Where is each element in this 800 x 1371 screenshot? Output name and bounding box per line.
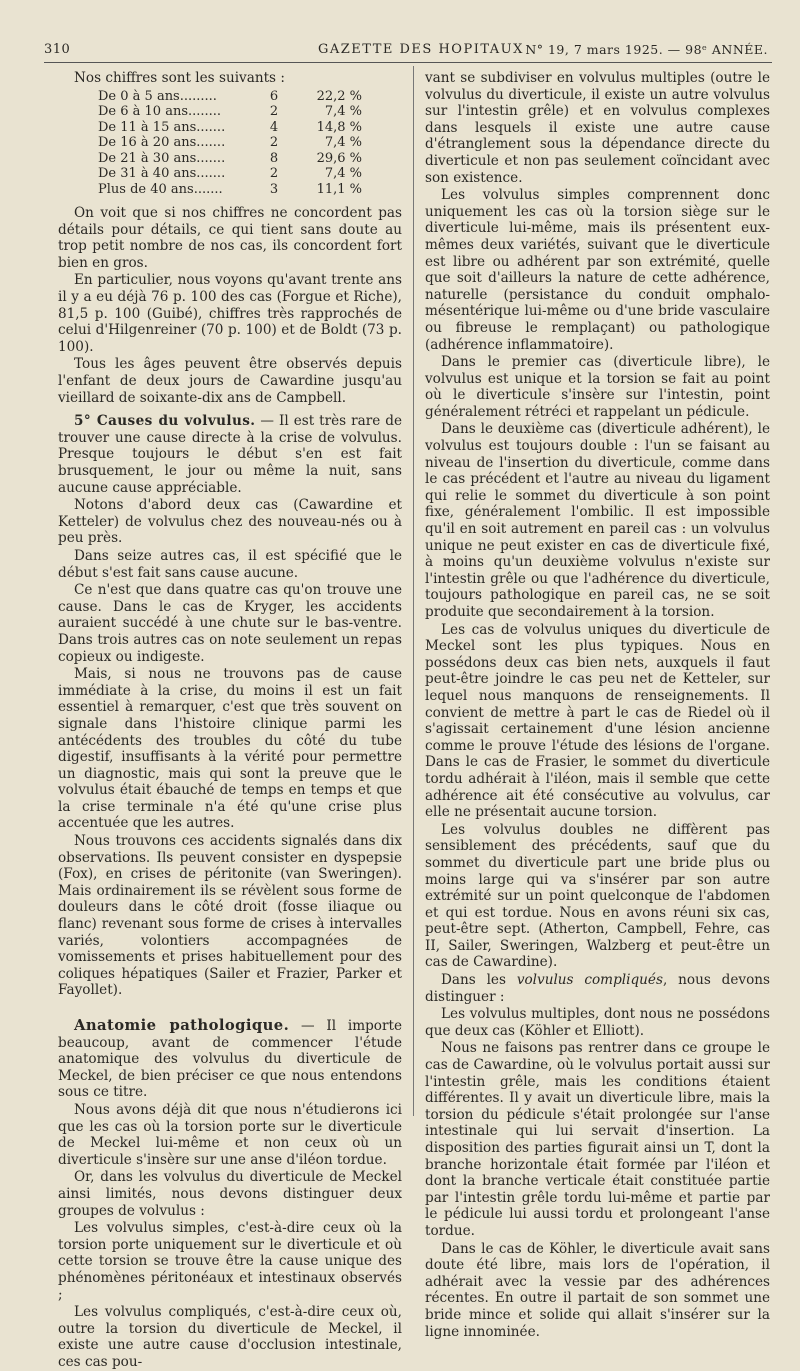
stats-percent: 22,2 % — [316, 88, 362, 104]
stats-percent: 7,4 % — [324, 166, 362, 182]
paragraph: Dans le premier cas (diverticule libre), le volvulus est unique et la torsion se fait au point où le diverticule s'insère sur l'intestin, point généralement rétréci et rappelant un pédicule. — [425, 354, 770, 420]
stats-range: De 11 à 15 ans....... — [98, 119, 226, 135]
paragraph: Les volvulus simples comprennent donc uniquement les cas où la torsion siège sur le diverticule lui-même, mais ils présentent eux-mêmes deux variétés, suivant que le diverticule est libre ou adhérent par son extrémité, quelle que soit d'ailleurs la nature de cette adhérence, naturelle (persistance du conduit omphalo-mésentérique lui-même ou d'une bride vasculaire ou fibreuse le remplaçant) ou pathologique (adhérence inflammatoire). — [425, 187, 770, 353]
stats-count: 8 — [269, 150, 279, 166]
paragraph: Dans les volvulus compliqués, nous devons distinguer : — [425, 972, 770, 1005]
paragraph: Ce n'est que dans quatre cas qu'on trouve une cause. Dans le cas de Kryger, les accidents auraient succédé à une chute sur le bas-ventre. Dans trois autres cas on note seulement un repas copieux ou indigeste. — [58, 582, 402, 665]
paragraph: Les cas de volvulus uniques du diverticule de Meckel sont les plus typiques. Nous en possédons deux cas bien nets, auxquels il faut peut-être joindre le cas peu net de Ketteler, sur lequel nous manquons de renseignements. Il convient de mettre à part le cas de Riedel où il s'agissait certainement d'une lésion ancienne comme le prouve l'étude des lésions de l'organe. Dans le cas de Frasier, le sommet du diverticule tordu adhérait à l'iléon, mais il semble que cette adhérence ait été consécutive au volvulus, car elle ne présentait aucune torsion. — [425, 621, 770, 821]
stats-count: 2 — [269, 135, 279, 151]
stats-count: 4 — [269, 119, 279, 135]
page-number: 310 — [44, 42, 71, 57]
stats-range: De 31 à 40 ans....... — [98, 166, 226, 182]
stats-range: De 21 à 30 ans....... — [98, 150, 226, 166]
stats-percent: 14,8 % — [316, 119, 362, 135]
stats-count: 3 — [269, 181, 279, 197]
section-heading-causes: 5° Causes du volvulus. — [74, 413, 256, 430]
stats-count: 2 — [269, 166, 279, 182]
paragraph: On voit que si nos chiffres ne concordent pas détails pour détails, ce qui tient sans doute au trop petit nombre de nos cas, ils concordent fort bien en gros. — [58, 205, 402, 271]
journal-title: GAZETTE DES HOPITAUX — [318, 42, 524, 57]
stats-row — [98, 151, 362, 167]
issue-info: N° 19, 7 mars 1925. — 98ᵉ ANNÉE. — [525, 42, 768, 57]
stats-row — [98, 182, 362, 198]
stats-row — [98, 166, 362, 182]
page-header — [18, 34, 788, 60]
stats-percent: 11,1 % — [316, 181, 362, 197]
stats-percent: 29,6 % — [316, 150, 362, 166]
stats-percent: 7,4 % — [324, 104, 362, 120]
paragraph: Notons d'abord deux cas (Cawardine et Ketteler) de volvulus chez des nouveau-nés ou à peu près. — [58, 497, 402, 547]
paragraph: Les volvulus multiples, dont nous ne possédons que deux cas (Köhler et Elliott). — [425, 1006, 770, 1039]
right-column — [425, 70, 770, 1341]
paragraph: Les volvulus compliqués, c'est-à-dire ceux où, outre la torsion du diverticule de Meckel, il existe une autre cause d'occlusion intestinale, ces cas pou- — [58, 1304, 402, 1370]
section-anatomy: Anatomie pathologique. — Il importe beaucoup, avant de commencer l'étude anatomique des volvulus du diverticule de Meckel, de bien préciser ce que nous entendons sous ce titre. — [58, 1017, 402, 1101]
section-heading-anatomy: Anatomie pathologique. — [74, 1017, 290, 1034]
paragraph: Mais, si nous ne trouvons pas de cause immédiate à la crise, du moins il est un fait essentiel à remarquer, c'est que très souvent on signale dans l'histoire clinique parmi les antécédents des troubles du côté du tube digestif, insuffisants à la vérité pour permettre un diagnostic, mais qui sont la preuve que le volvulus était ébauché de temps en temps et que la crise terminale n'a été qu'une crise plus accentuée que les autres. — [58, 666, 402, 832]
paragraph: Or, dans les volvulus du diverticule de Meckel ainsi limités, nous devons distinguer deux groupes de volvulus : — [58, 1169, 402, 1219]
italic-term: volvulus compliqués — [516, 972, 663, 989]
stats-range: De 6 à 10 ans........ — [98, 104, 222, 120]
paragraph: Les volvulus simples, c'est-à-dire ceux où la torsion porte uniquement sur le diverticule et où cette torsion se trouve être la cause unique des phénomènes péritonéaux et intestinaux observés ; — [58, 1220, 402, 1303]
stats-intro: Nos chiffres sont les suivants : — [74, 70, 285, 86]
paragraph: vant se subdiviser en volvulus multiples (outre le volvulus du diverticule, il existe un autre volvulus sur l'intestin grêle) et en volvulus complexes dans lesquels il existe une autre cause d'étranglement sous la dépendance directe du diverticule et non pas seulement coïncidant avec son existence. — [425, 70, 770, 186]
paragraph: En particulier, nous voyons qu'avant trente ans il y a eu déjà 76 p. 100 des cas (Forgue et Riche), 81,5 p. 100 (Guibé), chiffres très rapprochés de celui d'Hilgenreiner (70 p. 100) et de Boldt (73 p. 100). — [58, 272, 402, 355]
paragraph: Les volvulus doubles ne diffèrent pas sensiblement des précédents, sauf que du sommet du diverticule part une bride plus ou moins large qui va s'insérer par son autre extrémité sur un point quelconque de l'abdomen et qui est tordue. Nous en avons réuni six cas, peut-être sept. (Atherton, Campbell, Fehre, cas II, Sailer, Sweringen, Walzberg et peut-être un cas de Cawardine). — [425, 821, 770, 971]
stats-row — [98, 120, 362, 136]
stats-count: 6 — [269, 88, 279, 104]
section-causes: 5° Causes du volvulus. — Il est très rare de trouver une cause directe à la crise de volvulus. Presque toujours le début s'en est fait brusquement, le jour ou même la nuit, sans aucune cause appréciable. — [58, 413, 402, 496]
paragraph: Nous avons déjà dit que nous n'étudierons ici que les cas où la torsion porte sur le diverticule de Meckel lui-même et non ceux où un diverticule s'insère sur une anse d'iléon tordue. — [58, 1101, 402, 1168]
paragraph: Dans le deuxième cas (diverticule adhérent), le volvulus est toujours double : l'un se faisant au niveau de l'insertion du diverticule, comme dans le cas précédent et l'autre au niveau du ligament qui relie le sommet du diverticule à son point fixe, généralement l'ombilic. Il est impossible qu'il en soit autrement en pareil cas : un volvulus unique ne peut exister en cas de diverticule fixé, à moins qu'un deuxième volvulus n'existe sur l'intestin grêle ou que l'adhérence du diverticule, toujours pathologique en pareil cas, ne se soit produite que secondairement à la torsion. — [425, 421, 770, 620]
paragraph: Dans seize autres cas, il est spécifié que le début s'est fait sans cause aucune. — [58, 547, 402, 581]
header-rule — [44, 62, 772, 63]
stats-row — [98, 135, 362, 151]
column-divider — [413, 66, 414, 1116]
stats-range: De 16 à 20 ans....... — [98, 135, 226, 151]
paragraph: Nous trouvons ces accidents signalés dans dix observations. Ils peuvent consister en dyspepsie (Fox), en crises de péritonite (van Sweringen). Mais ordinairement ils se révèlent sous forme de douleurs dans le côté droit (fosse iliaque ou flanc) revenant sous forme de crises à intervalles variés, volontiers accompagnées de vomissements et prises habituellement pour des coliques hépatiques (Sailer et Frazier, Parker et Fayollet). — [58, 833, 402, 999]
age-stats-table — [98, 89, 362, 198]
paragraph: Tous les âges peuvent être observés depuis l'enfant de deux jours de Cawardine jusqu'au vieillard de soixante-dix ans de Campbell. — [58, 356, 402, 406]
stats-percent: 7,4 % — [324, 135, 362, 151]
paragraph: Dans le cas de Köhler, le diverticule avait sans doute été libre, mais lors de l'opération, il adhérait avec la vessie par des adhérences récentes. En outre il partait de son sommet une bride mince et solide qui allait s'insérer sur la ligne innominée. — [425, 1240, 770, 1340]
stats-range: De 0 à 5 ans......... — [98, 88, 217, 104]
stats-range: Plus de 40 ans....... — [98, 181, 223, 197]
stats-row — [98, 89, 362, 105]
paragraph: Nous ne faisons pas rentrer dans ce groupe le cas de Cawardine, où le volvulus portait aussi sur l'intestin grêle, mais les conditions étaient différentes. Il y avait un diverticule libre, mais la torsion du pédicule s'était prolongée sur l'anse intestinale qui lui servait d'insertion. La disposition des parties figurait ainsi un T, dont la branche horizontale était formée par l'iléon et dont la branche verticale était constituée partie par l'intestin grêle tordu lui-même et partie par le pédicule lui aussi tordu et prolongeant l'anse tordue. — [425, 1040, 770, 1239]
left-column — [58, 70, 402, 1371]
stats-count: 2 — [269, 104, 279, 120]
stats-row — [98, 104, 362, 120]
